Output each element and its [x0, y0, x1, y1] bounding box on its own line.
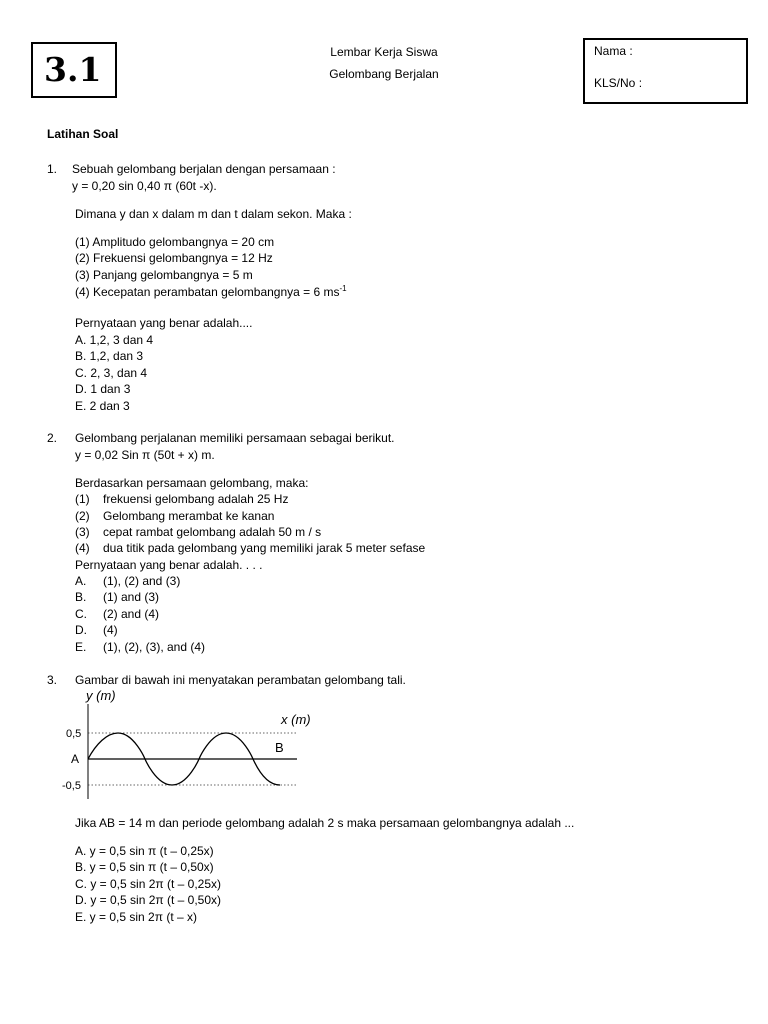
q1-option-c: C. 2, 3, dan 4 — [75, 366, 148, 380]
q2-statement-2: (2) Gelombang merambat ke kanan — [75, 509, 275, 523]
worksheet-number-box — [31, 42, 117, 98]
q1-option-a: A. 1,2, 3 dan 4 — [75, 333, 154, 347]
wave-figure — [55, 686, 330, 802]
wave-tick-a: A — [71, 752, 80, 766]
q2-statement-3: (3) cepat rambat gelombang adalah 50 m / s — [75, 525, 322, 539]
q2-option-e: E. (1), (2), (3), and (4) — [75, 640, 206, 654]
q2-option-b: B. (1) and (3) — [75, 590, 160, 604]
q2-description: Berdasarkan persamaan gelombang, maka: — [75, 476, 309, 490]
q2-prompt: Pernyataan yang benar adalah. . . . — [75, 558, 263, 572]
student-info-box — [583, 38, 748, 104]
q1-number: 1. — [47, 162, 58, 176]
wave-point-b: B — [275, 740, 284, 755]
q2-statement-1: (1) frekuensi gelombang adalah 25 Hz — [75, 492, 289, 506]
q3-number: 3. — [47, 673, 58, 687]
wave-tick-bottom: -0,5 — [62, 780, 81, 792]
q1-statement-3: (3) Panjang gelombangnya = 5 m — [75, 268, 253, 282]
q2-equation: y = 0,02 Sin π (50t + x) m. — [75, 448, 215, 462]
q1-option-b: B. 1,2, dan 3 — [75, 349, 144, 363]
q3-stem: Gambar di bawah ini menyatakan perambatan gelombang tali. — [75, 673, 406, 687]
q2-option-a: A. (1), (2) and (3) — [75, 574, 181, 588]
q2-stem: Gelombang perjalanan memiliki persamaan sebagai berikut. — [75, 431, 395, 445]
q1-prompt: Pernyataan yang benar adalah.... — [75, 316, 253, 330]
q1-statement-4-exponent: -1 — [339, 284, 347, 293]
section-title: Latihan Soal — [47, 127, 119, 141]
q1-statement-1: (1) Amplitudo gelombangnya = 20 cm — [75, 235, 275, 249]
q2-option-c: C. (2) and (4) — [75, 607, 160, 621]
wave-y-label: y (m) — [86, 688, 116, 703]
q3-option-e: E. y = 0,5 sin 2π (t – x) — [75, 910, 197, 924]
q1-description: Dimana y dan x dalam m dan t dalam sekon. Maka : — [75, 207, 352, 221]
worksheet-title-line2: Gelombang Berjalan — [329, 67, 439, 81]
wave-tick-top: 0,5 — [66, 728, 82, 740]
q1-statement-4: (4) Kecepatan perambatan gelombangnya = 6 $ms^{-1}$ — [75, 284, 347, 299]
q3-option-b: B. y = 0,5 sin π (t – 0,50x) — [75, 860, 214, 874]
q1-option-d: D. 1 dan 3 — [75, 382, 131, 396]
q2-statement-4: (4) dua titik pada gelombang yang memiliki jarak 5 meter sefase — [75, 541, 426, 555]
wave-x-label: x (m) — [281, 712, 311, 727]
q3-option-a: A. y = 0,5 sin π (t – 0,25x) — [75, 844, 214, 858]
q1-option-e: E. 2 dan 3 — [75, 399, 130, 413]
kls-no-label: KLS/No : — [594, 76, 643, 90]
q3-description: Jika AB = 14 m dan periode gelombang adalah 2 s maka persamaan gelombangnya adalah ... — [75, 816, 575, 830]
q1-equation: y = 0,20 sin 0,40 π (60t -x). — [72, 179, 217, 193]
q2-option-d: D. (4) — [75, 623, 118, 637]
q1-statement-2: (2) Frekuensi gelombangnya = 12 Hz — [75, 251, 273, 265]
nama-label: Nama : — [594, 44, 633, 58]
q2-number: 2. — [47, 431, 58, 445]
worksheet-title-line1: Lembar Kerja Siswa — [330, 45, 438, 59]
q3-option-c: C. y = 0,5 sin 2π (t – 0,25x) — [75, 877, 222, 891]
worksheet-number: 3.1 — [44, 50, 102, 89]
q3-option-d: D. y = 0,5 sin 2π (t – 0,50x) — [75, 893, 222, 907]
q1-stem: Sebuah gelombang berjalan dengan persamaan : — [72, 162, 336, 176]
